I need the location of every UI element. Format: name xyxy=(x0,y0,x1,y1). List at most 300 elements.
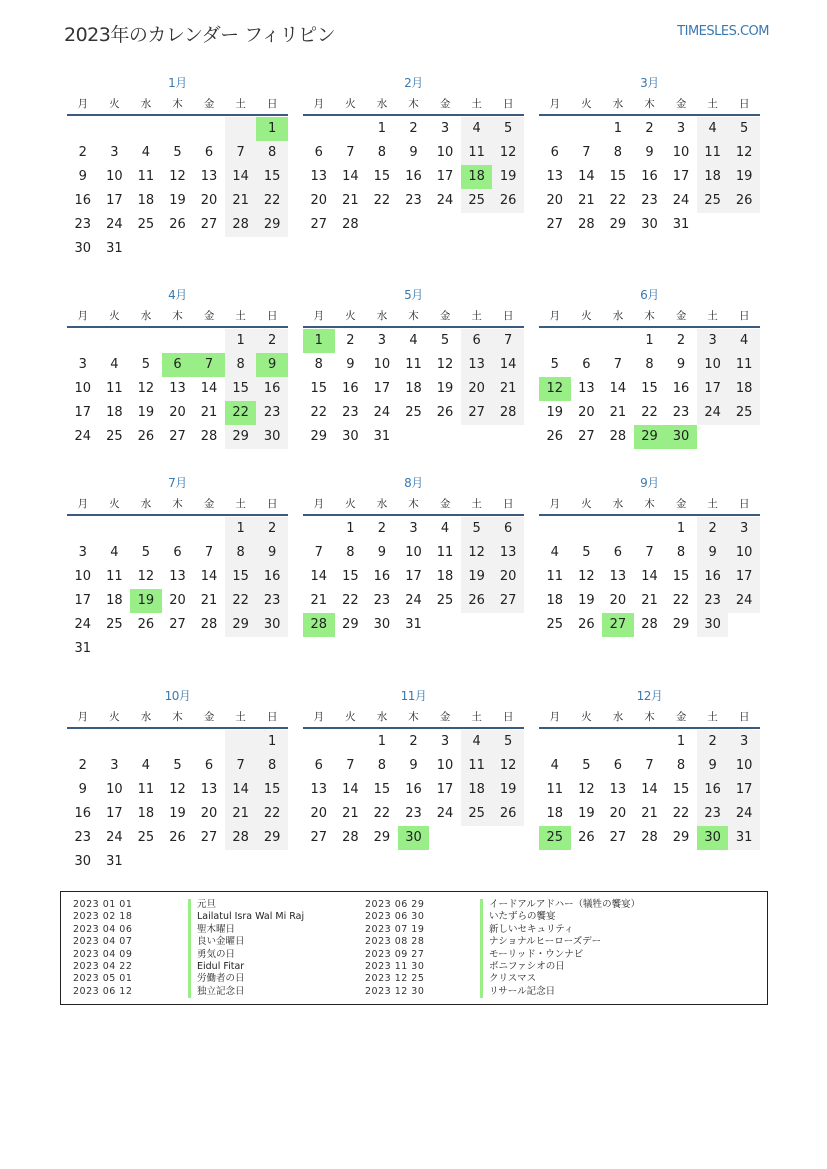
day-cell: 12 xyxy=(169,782,186,797)
day-cell: 26 xyxy=(546,429,564,444)
day-cell: 11 xyxy=(546,782,564,797)
weekday-header xyxy=(539,707,760,729)
day-cell: 1 xyxy=(225,329,257,353)
weekday-label: 火 xyxy=(109,98,120,110)
day-cell: 14 xyxy=(609,381,627,396)
day-grid xyxy=(539,516,760,637)
month-2 xyxy=(303,74,524,237)
day-cell: 24 xyxy=(728,802,760,826)
day-cell: 29 xyxy=(310,429,328,444)
day-cell: 1 xyxy=(377,734,387,749)
day-cell: 19 xyxy=(461,565,493,589)
day-grid xyxy=(539,116,760,237)
holiday-day-cell: 12 xyxy=(539,377,571,401)
legend-row xyxy=(73,949,304,961)
blank-cell xyxy=(67,517,99,541)
month-name: 6月 xyxy=(640,288,659,302)
weekday-label: 木 xyxy=(172,711,183,723)
day-cell: 6 xyxy=(613,545,623,560)
day-cell: 23 xyxy=(672,405,690,420)
day-cell: 11 xyxy=(461,141,493,165)
weekday-label: 日 xyxy=(503,711,514,723)
day-cell: 12 xyxy=(137,569,155,584)
day-cell: 10 xyxy=(106,782,123,797)
holiday-date: 2023 06 30 xyxy=(365,911,425,923)
day-cell: 26 xyxy=(137,617,155,632)
day-cell: 22 xyxy=(672,806,690,821)
day-cell: 29 xyxy=(225,613,257,637)
day-cell: 3 xyxy=(78,357,87,372)
day-cell: 17 xyxy=(74,405,92,420)
day-cell: 20 xyxy=(200,193,218,208)
weekday-label: 日 xyxy=(267,98,278,110)
day-cell: 21 xyxy=(492,377,524,401)
day-cell: 30 xyxy=(74,854,92,869)
day-cell: 9 xyxy=(409,758,418,773)
day-cell: 15 xyxy=(225,377,257,401)
month-10 xyxy=(67,687,288,874)
weekday-label: 水 xyxy=(612,310,624,322)
day-cell: 21 xyxy=(578,193,595,208)
blank-cell xyxy=(303,517,335,541)
day-cell: 10 xyxy=(728,754,760,778)
holiday-day-cell: 6 xyxy=(162,353,194,377)
day-cell: 18 xyxy=(436,569,454,584)
weekday-header xyxy=(539,494,760,516)
day-cell: 13 xyxy=(169,381,186,396)
day-cell: 20 xyxy=(200,806,218,821)
legend-row xyxy=(365,924,640,936)
legend-row xyxy=(73,911,304,923)
day-cell: 29 xyxy=(342,617,359,632)
day-cell: 22 xyxy=(609,193,627,208)
day-cell: 3 xyxy=(697,329,729,353)
day-cell: 24 xyxy=(697,401,729,425)
day-cell: 2 xyxy=(645,121,654,136)
day-cell: 19 xyxy=(137,405,155,420)
day-cell: 12 xyxy=(436,357,454,372)
holiday-day-cell: 1 xyxy=(303,329,335,353)
weekday-label: 月 xyxy=(313,711,325,723)
day-cell: 23 xyxy=(697,802,729,826)
holiday-name: リサール記念日 xyxy=(480,986,555,998)
day-cell: 11 xyxy=(137,169,155,184)
weekday-label: 金 xyxy=(203,711,215,723)
blank-cell xyxy=(571,329,603,353)
day-cell: 10 xyxy=(436,145,454,160)
holiday-date: 2023 12 30 xyxy=(365,985,425,997)
weekday-label: 水 xyxy=(140,310,152,322)
day-cell: 21 xyxy=(310,593,328,608)
weekday-label: 土 xyxy=(471,98,482,110)
month-name: 3月 xyxy=(640,76,659,90)
day-cell: 18 xyxy=(697,165,729,189)
holiday-name: イードアルアドハー（犠牲の饗宴） xyxy=(480,899,640,911)
day-cell: 18 xyxy=(405,381,422,396)
day-cell: 26 xyxy=(578,830,595,845)
blank-cell xyxy=(130,517,162,541)
day-cell: 6 xyxy=(204,758,214,773)
day-cell: 11 xyxy=(137,782,155,797)
weekday-label: 月 xyxy=(549,98,561,110)
day-grid xyxy=(67,116,288,261)
holiday-name: いたずらの饗宴 xyxy=(480,911,556,923)
day-cell: 19 xyxy=(492,165,524,189)
legend-column-right xyxy=(365,899,640,998)
day-cell: 25 xyxy=(405,405,422,420)
day-cell: 8 xyxy=(256,754,288,778)
weekday-label: 月 xyxy=(549,310,561,322)
day-cell: 1 xyxy=(256,730,288,754)
day-cell: 21 xyxy=(641,806,658,821)
day-cell: 15 xyxy=(641,381,658,396)
day-cell: 18 xyxy=(461,778,493,802)
weekday-label: 木 xyxy=(644,98,655,110)
month-7 xyxy=(67,474,288,661)
day-cell: 29 xyxy=(256,213,288,237)
day-cell: 24 xyxy=(405,593,422,608)
holiday-name: 労働者の日 xyxy=(188,973,245,985)
day-cell: 30 xyxy=(256,425,288,449)
day-cell: 15 xyxy=(256,165,288,189)
weekday-label: 水 xyxy=(376,310,388,322)
day-cell: 17 xyxy=(728,565,760,589)
day-cell: 26 xyxy=(728,189,760,213)
weekday-label: 日 xyxy=(739,711,750,723)
day-cell: 17 xyxy=(697,377,729,401)
holiday-date: 2023 12 25 xyxy=(365,973,425,985)
day-cell: 8 xyxy=(645,357,654,372)
day-cell: 3 xyxy=(440,734,450,749)
day-cell: 27 xyxy=(200,830,218,845)
blank-cell xyxy=(162,329,194,353)
holiday-date: 2023 04 06 xyxy=(73,923,133,935)
weekday-label: 土 xyxy=(471,310,482,322)
day-cell: 13 xyxy=(578,381,595,396)
day-cell: 21 xyxy=(641,593,658,608)
day-cell: 25 xyxy=(461,189,493,213)
day-cell: 31 xyxy=(373,429,391,444)
day-cell: 31 xyxy=(106,241,123,256)
day-cell: 29 xyxy=(672,617,690,632)
day-cell: 15 xyxy=(310,381,328,396)
weekday-label: 木 xyxy=(408,98,419,110)
day-cell: 17 xyxy=(405,569,422,584)
day-cell: 22 xyxy=(310,405,328,420)
day-cell: 28 xyxy=(200,617,218,632)
day-cell: 20 xyxy=(310,806,328,821)
legend-row xyxy=(365,899,640,911)
day-cell: 18 xyxy=(546,806,564,821)
day-cell: 3 xyxy=(110,145,119,160)
weekday-label: 土 xyxy=(235,98,246,110)
day-cell: 29 xyxy=(672,830,690,845)
blank-cell xyxy=(67,730,99,754)
day-cell: 12 xyxy=(578,569,595,584)
day-cell: 2 xyxy=(256,517,288,541)
day-cell: 20 xyxy=(578,405,595,420)
day-cell: 8 xyxy=(225,541,257,565)
day-cell: 9 xyxy=(409,145,418,160)
weekday-label: 木 xyxy=(408,310,419,322)
weekday-label: 日 xyxy=(739,310,750,322)
day-cell: 3 xyxy=(377,333,387,348)
day-cell: 17 xyxy=(74,593,92,608)
day-cell: 14 xyxy=(225,778,257,802)
weekday-label: 土 xyxy=(471,711,482,723)
month-11 xyxy=(303,687,524,850)
holiday-date: 2023 06 29 xyxy=(365,899,425,910)
holiday-day-cell: 22 xyxy=(225,401,257,425)
day-cell: 7 xyxy=(582,145,591,160)
day-cell: 31 xyxy=(405,617,422,632)
day-cell: 28 xyxy=(609,429,627,444)
day-cell: 28 xyxy=(641,617,658,632)
day-cell: 15 xyxy=(225,565,257,589)
day-cell: 30 xyxy=(373,617,391,632)
holiday-name: モーリッド・ウンナビ xyxy=(480,949,583,961)
day-cell: 13 xyxy=(546,169,564,184)
blank-cell xyxy=(162,730,194,754)
weekday-label: 金 xyxy=(203,498,215,510)
holiday-date: 2023 11 30 xyxy=(365,960,425,972)
day-cell: 5 xyxy=(461,517,493,541)
day-cell: 14 xyxy=(310,569,328,584)
day-cell: 9 xyxy=(697,754,729,778)
day-cell: 12 xyxy=(137,381,155,396)
weekday-label: 土 xyxy=(235,498,246,510)
day-cell: 11 xyxy=(461,754,493,778)
day-cell: 27 xyxy=(310,830,328,845)
blank-cell xyxy=(99,517,131,541)
day-cell: 11 xyxy=(728,353,760,377)
month-name: 1月 xyxy=(168,76,187,90)
day-cell: 28 xyxy=(342,830,359,845)
day-cell: 9 xyxy=(78,782,87,797)
day-cell: 16 xyxy=(672,381,690,396)
legend-row xyxy=(365,973,640,985)
day-cell: 25 xyxy=(546,617,564,632)
month-name: 9月 xyxy=(640,476,659,490)
blank-cell xyxy=(99,117,131,141)
day-cell: 18 xyxy=(546,593,564,608)
day-cell: 15 xyxy=(672,782,690,797)
day-cell: 31 xyxy=(74,641,92,656)
day-cell: 7 xyxy=(225,141,257,165)
day-cell: 17 xyxy=(106,806,123,821)
weekday-label: 日 xyxy=(267,498,278,510)
weekday-label: 日 xyxy=(739,498,750,510)
day-cell: 5 xyxy=(440,333,450,348)
holiday-name: ナショナルヒーローズデー xyxy=(480,936,601,948)
day-cell: 10 xyxy=(728,541,760,565)
day-cell: 25 xyxy=(137,217,155,232)
day-cell: 6 xyxy=(204,145,214,160)
day-cell: 4 xyxy=(697,117,729,141)
month-name: 5月 xyxy=(404,288,423,302)
day-cell: 15 xyxy=(672,569,690,584)
weekday-label: 日 xyxy=(267,711,278,723)
day-cell: 12 xyxy=(728,141,760,165)
day-cell: 18 xyxy=(106,405,123,420)
day-cell: 23 xyxy=(405,806,422,821)
day-cell: 24 xyxy=(672,193,690,208)
day-cell: 8 xyxy=(314,357,323,372)
blank-cell xyxy=(602,730,634,754)
day-cell: 16 xyxy=(697,778,729,802)
day-cell: 13 xyxy=(169,569,186,584)
weekday-label: 金 xyxy=(203,310,215,322)
day-cell: 19 xyxy=(492,778,524,802)
day-cell: 4 xyxy=(110,545,119,560)
day-cell: 14 xyxy=(200,381,218,396)
holiday-day-cell: 19 xyxy=(130,589,162,613)
day-cell: 16 xyxy=(342,381,359,396)
holiday-day-cell: 25 xyxy=(539,826,571,850)
holiday-day-cell: 27 xyxy=(602,613,634,637)
day-cell: 24 xyxy=(106,830,123,845)
day-cell: 19 xyxy=(169,806,186,821)
day-cell: 1 xyxy=(346,521,355,536)
weekday-label: 火 xyxy=(109,498,120,510)
holiday-date: 2023 04 22 xyxy=(73,960,133,972)
blank-cell xyxy=(67,329,99,353)
day-cell: 28 xyxy=(200,429,218,444)
day-cell: 10 xyxy=(672,145,690,160)
day-cell: 22 xyxy=(225,589,257,613)
blank-cell xyxy=(67,117,99,141)
day-cell: 18 xyxy=(106,593,123,608)
day-cell: 17 xyxy=(436,169,454,184)
day-cell: 2 xyxy=(697,730,729,754)
holiday-name: Eidul Fitar xyxy=(188,961,244,973)
holiday-name: 勇気の日 xyxy=(188,949,235,961)
day-cell: 14 xyxy=(492,353,524,377)
weekday-label: 日 xyxy=(267,310,278,322)
weekday-label: 日 xyxy=(503,310,514,322)
holiday-date: 2023 06 12 xyxy=(73,985,133,997)
day-cell: 20 xyxy=(310,193,328,208)
day-cell: 21 xyxy=(342,806,359,821)
day-cell: 9 xyxy=(78,169,87,184)
day-cell: 27 xyxy=(310,217,328,232)
day-cell: 5 xyxy=(492,117,524,141)
day-cell: 10 xyxy=(373,357,391,372)
day-cell: 2 xyxy=(78,145,87,160)
weekday-label: 月 xyxy=(549,498,561,510)
day-cell: 13 xyxy=(310,782,328,797)
holiday-date: 2023 01 01 xyxy=(73,899,133,910)
legend-row xyxy=(73,924,304,936)
day-cell: 17 xyxy=(436,782,454,797)
holiday-name: ボニファシオの日 xyxy=(480,961,565,973)
day-cell: 20 xyxy=(609,806,627,821)
weekday-header xyxy=(67,306,288,328)
day-cell: 1 xyxy=(645,333,654,348)
day-cell: 16 xyxy=(641,169,658,184)
day-cell: 22 xyxy=(256,189,288,213)
weekday-label: 金 xyxy=(439,711,451,723)
day-cell: 5 xyxy=(173,758,182,773)
site-link[interactable]: TIMESLES.COM xyxy=(677,24,769,39)
holiday-day-cell: 28 xyxy=(303,613,335,637)
day-cell: 27 xyxy=(578,429,595,444)
weekday-header xyxy=(303,494,524,516)
day-cell: 22 xyxy=(373,806,391,821)
day-cell: 22 xyxy=(256,802,288,826)
day-cell: 12 xyxy=(169,169,186,184)
blank-cell xyxy=(303,117,335,141)
day-cell: 4 xyxy=(409,333,418,348)
day-cell: 5 xyxy=(582,545,591,560)
day-cell: 16 xyxy=(256,377,288,401)
month-6 xyxy=(539,286,760,449)
weekday-label: 水 xyxy=(612,98,624,110)
month-name: 4月 xyxy=(168,288,187,302)
day-cell: 20 xyxy=(169,405,186,420)
blank-cell xyxy=(539,117,571,141)
day-cell: 4 xyxy=(728,329,760,353)
weekday-label: 水 xyxy=(140,498,152,510)
holiday-day-cell: 18 xyxy=(461,165,493,189)
weekday-header xyxy=(67,94,288,116)
blank-cell xyxy=(193,117,225,141)
blank-cell xyxy=(634,730,666,754)
weekday-label: 土 xyxy=(707,711,718,723)
day-cell: 1 xyxy=(676,521,686,536)
day-cell: 8 xyxy=(377,758,387,773)
day-cell: 28 xyxy=(492,401,524,425)
weekday-label: 月 xyxy=(313,310,325,322)
blank-cell xyxy=(130,730,162,754)
day-cell: 10 xyxy=(74,381,92,396)
page-title: 2023年のカレンダー フィリピン xyxy=(64,24,336,46)
day-cell: 9 xyxy=(676,357,686,372)
day-cell: 20 xyxy=(461,377,493,401)
blank-cell xyxy=(162,117,194,141)
weekday-label: 火 xyxy=(581,498,592,510)
day-cell: 3 xyxy=(409,521,418,536)
day-cell: 17 xyxy=(373,381,391,396)
day-cell: 14 xyxy=(342,169,359,184)
day-cell: 9 xyxy=(377,545,387,560)
blank-cell xyxy=(99,730,131,754)
weekday-label: 木 xyxy=(644,498,655,510)
day-cell: 8 xyxy=(256,141,288,165)
day-cell: 14 xyxy=(641,782,658,797)
holiday-date: 2023 04 07 xyxy=(73,936,133,948)
day-grid xyxy=(303,328,524,449)
day-cell: 23 xyxy=(697,589,729,613)
day-cell: 18 xyxy=(728,377,760,401)
day-cell: 6 xyxy=(461,329,493,353)
day-cell: 22 xyxy=(373,193,391,208)
day-cell: 9 xyxy=(697,541,729,565)
day-cell: 12 xyxy=(492,141,524,165)
day-cell: 8 xyxy=(613,145,623,160)
weekday-label: 土 xyxy=(471,498,482,510)
month-3 xyxy=(539,74,760,237)
day-cell: 14 xyxy=(200,569,218,584)
day-cell: 11 xyxy=(697,141,729,165)
day-cell: 30 xyxy=(342,429,359,444)
day-cell: 16 xyxy=(74,806,92,821)
weekday-label: 土 xyxy=(707,498,718,510)
day-cell: 8 xyxy=(225,353,257,377)
legend-column-left xyxy=(73,899,304,998)
weekday-label: 金 xyxy=(675,498,687,510)
day-cell: 24 xyxy=(106,217,123,232)
